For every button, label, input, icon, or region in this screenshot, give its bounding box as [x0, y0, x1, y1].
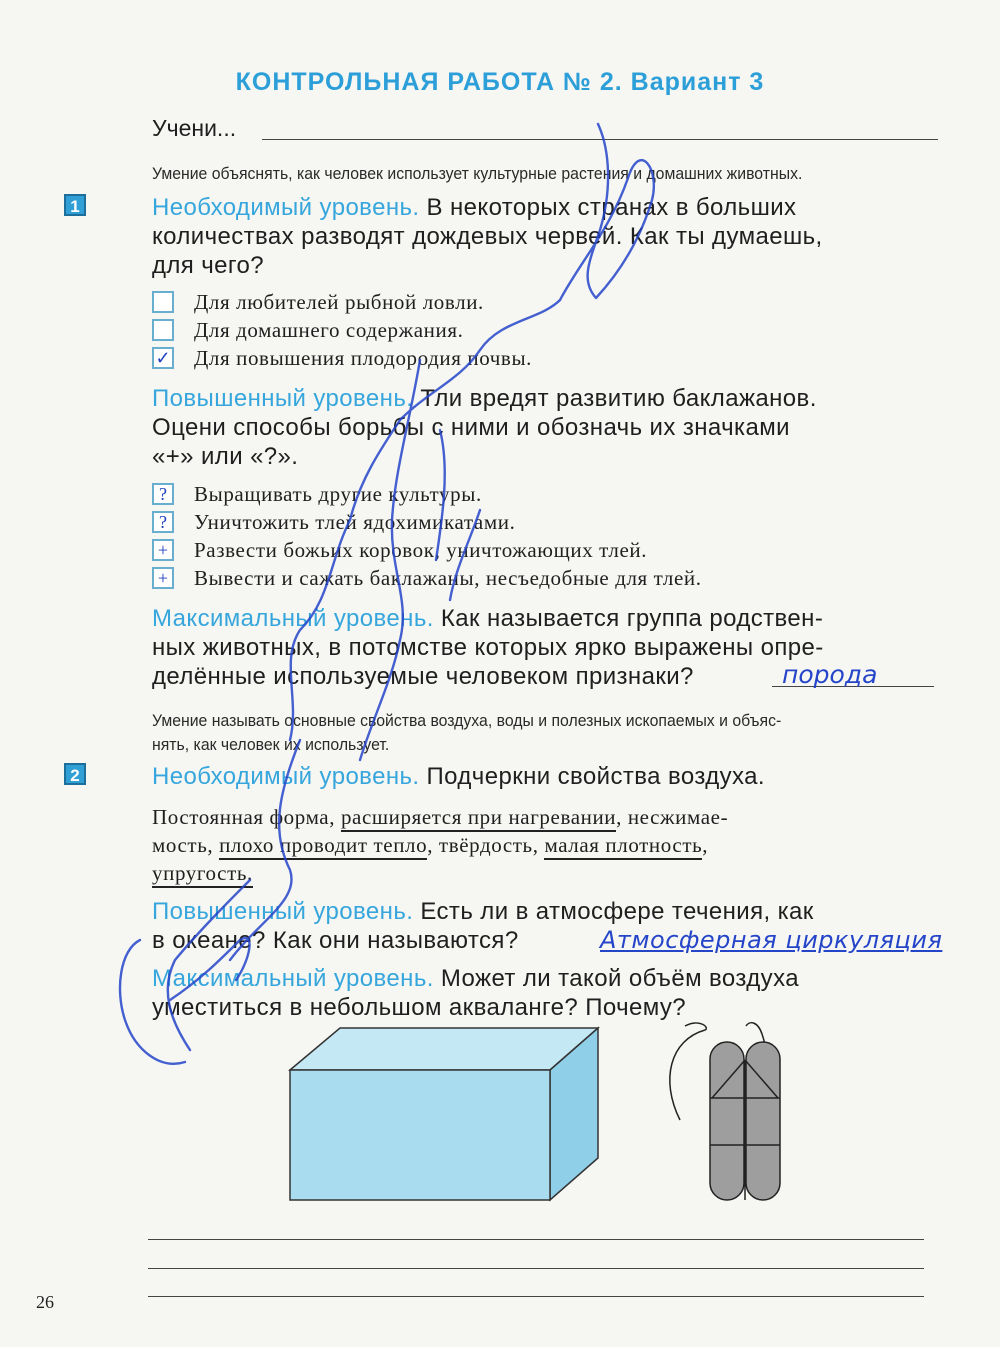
- option-text: Выращивать другие культуры.: [194, 481, 482, 506]
- property-segment: мость,: [152, 833, 220, 857]
- task1-handwritten-answer: порода: [782, 660, 878, 689]
- option-text: Уничтожить тлей ядохимикатами.: [194, 509, 516, 534]
- answer-checkbox[interactable]: +: [152, 539, 174, 561]
- task2-advanced-line-2: в океане? Как они называются?: [152, 927, 519, 954]
- property-segment: , несжимае-: [616, 805, 729, 829]
- task2-skill-line-2: нять, как человек их использует.: [152, 735, 390, 754]
- task2-required-text: Подчеркни свойства воздуха.: [426, 763, 765, 790]
- task1-maximum-line-2: ных животных, в потомстве которых ярко выражены опре-: [152, 634, 824, 661]
- task2-maximum-line-1: Может ли такой объём воздуха: [440, 965, 799, 992]
- task2-skill-line-1: Умение называть основные свойства воздуха, воды и полезных ископаемых и объяс-: [152, 711, 782, 730]
- task2-number-badge: 2: [64, 763, 86, 785]
- task2-required-level: Необходимый уровень.: [152, 763, 420, 790]
- task1-advanced-line-2: Оцени способы борьбы с ними и обозначь их значками: [152, 414, 790, 441]
- task2-maximum-line-2: уместиться в небольшом акваланге? Почему?: [152, 994, 687, 1021]
- task2-advanced-level: Повышенный уровень.: [152, 898, 414, 925]
- option-text: Развести божьих коровок, уничтожающих тлей.: [194, 537, 648, 562]
- task1-skill: Умение объяснять, как человек использует культурные растения и домашних животных.: [152, 164, 803, 183]
- task1-number-badge: 1: [64, 194, 86, 216]
- task1-maximum-level: Максимальный уровень.: [152, 605, 434, 632]
- property-segment-underlined: малая плотность: [544, 833, 702, 860]
- property-segment-underlined: упругость.: [152, 861, 253, 888]
- task1-required-line-1: В некоторых странах в больших: [426, 194, 797, 221]
- task1-required-line-3: для чего?: [152, 252, 265, 279]
- option-text: Вывести и сажать баклажаны, несъедобные для тлей.: [194, 565, 702, 590]
- answer-checkbox[interactable]: ?: [152, 511, 174, 533]
- task2-handwritten-answer: Атмосферная циркуляция: [600, 926, 943, 954]
- property-segment: ,: [702, 833, 709, 857]
- answer-checkbox[interactable]: +: [152, 567, 174, 589]
- task1-maximum-line-3: делённые используемые человеком признаки?: [152, 663, 694, 690]
- page-title: КОНТРОЛЬНАЯ РАБОТА № 2. Вариант 3: [235, 68, 765, 96]
- option-text: Для любителей рыбной ловли.: [194, 289, 484, 314]
- task1-advanced-line-3: «+» или «?».: [152, 443, 299, 470]
- property-segment-underlined: расширяется при нагревании: [341, 805, 616, 832]
- student-label: Учени...: [152, 115, 237, 141]
- property-segment: Постоянная форма,: [152, 805, 341, 829]
- property-segment-underlined: плохо проводит тепло: [219, 833, 427, 860]
- task1-required-line-2: количествах разводят дождевых червей. Как ты думаешь,: [152, 223, 823, 250]
- option-text: Для домашнего содержания.: [194, 317, 464, 342]
- option-text: Для повышения плодородия почвы.: [194, 345, 533, 370]
- page-number: 26: [36, 1292, 54, 1312]
- task1-maximum-line-1: Как называется группа родствен-: [440, 605, 824, 632]
- answer-checkbox[interactable]: ✓: [152, 347, 174, 369]
- task2-maximum-level: Максимальный уровень.: [152, 965, 434, 992]
- task1-advanced-level: Повышенный уровень.: [152, 385, 414, 412]
- property-segment: , твёрдость,: [427, 833, 545, 857]
- task2-advanced-line-1: Есть ли в атмосфере течения, как: [420, 898, 814, 925]
- task1-advanced-line-1: Тли вредят развитию баклажанов.: [420, 385, 817, 412]
- answer-checkbox[interactable]: ?: [152, 483, 174, 505]
- task1-required-level: Необходимый уровень.: [152, 194, 420, 221]
